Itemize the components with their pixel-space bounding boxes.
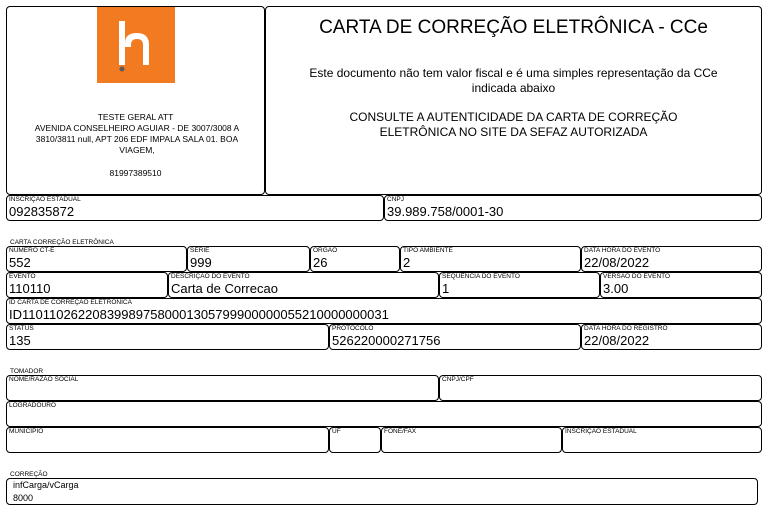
- tomador-ie-field: [562, 427, 762, 453]
- status-label: STATUS: [9, 325, 34, 332]
- versao-label: VERSÃO DO EVENTO: [603, 273, 671, 280]
- status-value: 135: [9, 333, 31, 348]
- tomador-cnpj-field: [439, 375, 762, 401]
- emitente-address: AVENIDA CONSELHEIRO AGUIAR - DE 3007/3008 A 3810/3811 null, APT 206 EDF IMPALA SALA 01. BOA VIAGEM,: [34, 123, 240, 155]
- inscricao-estadual-field: [6, 195, 384, 221]
- tomador-uf-field: [329, 427, 381, 453]
- numero-label: NÚMERO CT-E: [9, 247, 55, 254]
- tomador-ie-label: INSCRIÇÃO ESTADUAL: [565, 428, 637, 435]
- serie-value: 999: [190, 255, 212, 270]
- company-logo: [97, 7, 175, 83]
- carta-section-title: CARTA CORREÇÃO ELETRÔNICA: [10, 239, 114, 246]
- descricao-label: DESCRIÇÃO DO EVENTO: [171, 273, 250, 280]
- data-evento-value: 22/08/2022: [584, 255, 650, 270]
- data-evento-label: DATA HORA DO EVENTO: [584, 247, 661, 254]
- tomador-municipio-label: MUNICÍPIO: [9, 428, 44, 435]
- correcao-value: 8000: [13, 493, 34, 503]
- emitente-name: TESTE GERAL ATT: [97, 112, 174, 122]
- orgao-value: 26: [313, 255, 328, 270]
- id-carta-label: ID CARTA DE CORREÇÃO ELETRÔNICA: [9, 299, 132, 306]
- tipo-ambiente-field: [400, 246, 581, 272]
- versao-value: 3.00: [603, 281, 629, 296]
- versao-evento-field: [600, 272, 762, 298]
- document-title: CARTA DE CORREÇÃO ELETRÔNICA - CCe: [319, 17, 708, 38]
- id-carta-field: [6, 298, 762, 324]
- correcao-section-title: CORREÇÃO: [10, 471, 48, 478]
- tomador-logradouro-label: LOGRADOURO: [9, 402, 56, 409]
- sequencia-label: SEQUÊNCIA DO EVENTO: [442, 273, 520, 280]
- data-registro-value: 22/08/2022: [584, 333, 650, 348]
- correcao-field-name: infCarga/vCarga: [13, 480, 79, 490]
- orgao-label: ÓRGÃO: [313, 247, 338, 254]
- tomador-nome-field: [6, 375, 439, 401]
- tomador-uf-label: UF: [332, 428, 341, 435]
- data-registro-label: DATA HORA DO REGISTRO: [584, 325, 668, 332]
- tomador-fone-label: FONE/FAX: [384, 428, 417, 435]
- data-evento-field: [581, 246, 762, 272]
- tipo-ambiente-value: 2: [403, 255, 411, 270]
- orgao-field: [310, 246, 400, 272]
- evento-field: [6, 272, 168, 298]
- tomador-section-title: TOMADOR: [10, 368, 44, 375]
- protocolo-label: PROTOCOLO: [332, 325, 374, 332]
- tipo-ambiente-label: TIPO AMBIENTE: [403, 247, 453, 254]
- emitente-phone: 81997389510: [109, 168, 162, 178]
- evento-label: EVENTO: [9, 273, 36, 280]
- tomador-municipio-field: [6, 427, 329, 453]
- sequencia-evento-field: [439, 272, 600, 298]
- evento-value: 110110: [9, 281, 51, 296]
- descricao-evento-field: [168, 272, 439, 298]
- cnpj-value: 39.989.758/0001-30: [387, 204, 504, 219]
- disclaimer-text: Este documento não tem valor fiscal e é uma simples representação da CCe indicada abaixo: [309, 66, 718, 95]
- inscricao-label: INSCRIÇÃO ESTADUAL: [9, 196, 81, 203]
- numero-value: 552: [9, 255, 31, 270]
- protocolo-value: 526220000271756: [332, 333, 441, 348]
- sequencia-value: 1: [442, 281, 450, 296]
- status-field: [6, 324, 329, 350]
- protocolo-field: [329, 324, 581, 350]
- tomador-fone-field: [381, 427, 562, 453]
- serie-label: SÉRIE: [190, 247, 210, 254]
- tomador-nome-label: NOME/RAZÃO SOCIAL: [9, 376, 79, 383]
- tomador-cnpj-label: CNPJ/CPF: [442, 376, 474, 383]
- cnpj-field: [384, 195, 762, 221]
- serie-field: [187, 246, 310, 272]
- document-header: [265, 6, 762, 195]
- tomador-logradouro-field: [6, 401, 762, 427]
- authenticity-text: CONSULTE A AUTENTICIDADE DA CARTA DE CORREÇÃO ELETRÔNICA NO SITE DA SEFAZ AUTORIZADA: [349, 110, 678, 139]
- inscricao-value: 092835872: [9, 204, 75, 219]
- id-carta-value: ID110110262208399897580001305799900000055210000000031: [9, 307, 389, 322]
- descricao-value: Carta de Correcao: [171, 281, 278, 296]
- cnpj-label: CNPJ: [387, 196, 404, 203]
- numero-field: [6, 246, 187, 272]
- data-registro-field: [581, 324, 762, 350]
- correcao-box: [6, 478, 758, 505]
